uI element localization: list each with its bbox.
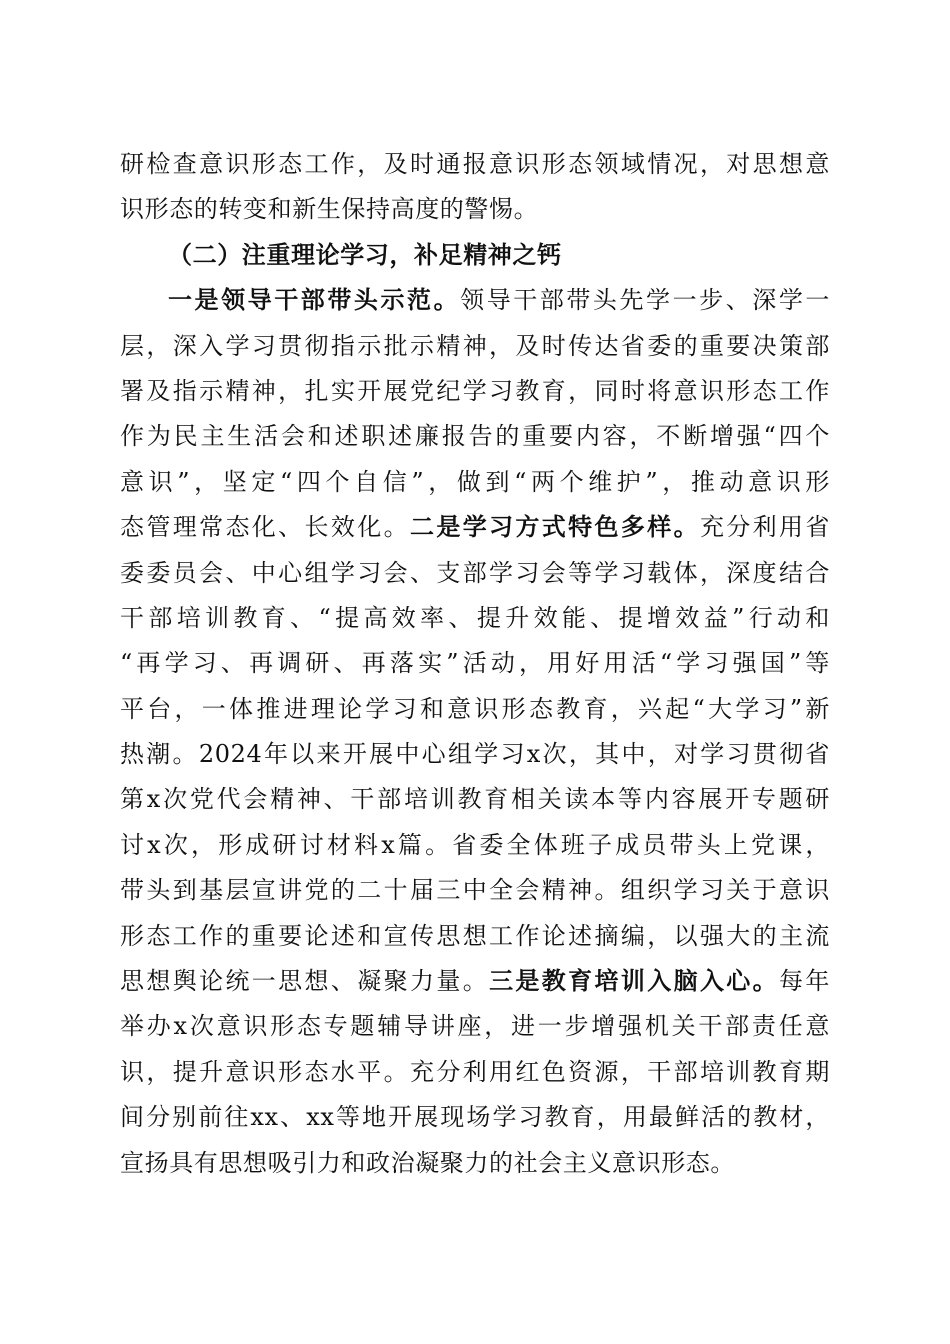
paragraph-text: 充分利用省	[699, 513, 830, 542]
paragraph-line: 第x次党代会精神、干部培训教育相关读本等内容展开专题研	[120, 785, 830, 814]
lead-phrase: 一是领导干部带头示范。	[168, 286, 461, 315]
paragraph-line: 举办x次意识形态专题辅导讲座，进一步增强机关干部责任意	[120, 1012, 830, 1041]
paragraph-line: 作为民主生活会和述职述廉报告的重要内容，不断增强“四个	[120, 422, 830, 451]
paragraph-line	[120, 505, 830, 550]
lead-phrase: 二是学习方式特色多样。	[409, 513, 700, 542]
paragraph-line: 意识”，坚定“四个自信”，做到“两个维护”，推动意识形	[120, 467, 830, 496]
paragraph-line	[120, 959, 830, 1004]
lead-phrase: 三是教育培训入脑入心。	[489, 967, 780, 996]
paragraph-line: 间分别前往xx、xx等地开展现场学习教育，用最鲜活的教材，	[120, 1103, 830, 1132]
paragraph-line: 识形态的转变和新生保持高度的警惕。	[120, 195, 539, 224]
paragraph-line	[120, 278, 830, 323]
paragraph-line: 层，深入学习贯彻指示批示精神，及时传达省委的重要决策部	[120, 331, 830, 360]
paragraph-line: 讨x次，形成研讨材料x篇。省委全体班子成员带头上党课，	[120, 830, 830, 859]
paragraph-line: 带头到基层宣讲党的二十届三中全会精神。组织学习关于意识	[120, 876, 830, 905]
paragraph-line: 识，提升意识形态水平。充分利用红色资源，干部培训教育期	[120, 1057, 830, 1086]
paragraph-line: 署及指示精神，扎实开展党纪学习教育，同时将意识形态工作	[120, 376, 830, 405]
paragraph-line: 形态工作的重要论述和宣传思想工作论述摘编，以强大的主流	[120, 921, 830, 950]
paragraph-line: 热潮。2024年以来开展中心组学习x次，其中，对学习贯彻省	[120, 740, 830, 769]
paragraph-line: 平台，一体推进理论学习和意识形态教育，兴起“大学习”新	[120, 694, 830, 723]
paragraph-text: 态管理常态化、长效化。	[120, 513, 410, 542]
document-body	[120, 142, 830, 1186]
paragraph-line: “再学习、再调研、再落实”活动，用好用活“学习强国”等	[120, 649, 830, 678]
paragraph-text: 思想舆论统一思想、凝聚力量。	[120, 967, 490, 996]
paragraph-text: 领导干部带头先学一步、深学一	[460, 286, 830, 315]
paragraph-line: 宣扬具有思想吸引力和政治凝聚力的社会主义意识形态。	[120, 1148, 735, 1177]
paragraph-line: 研检查意识形态工作，及时通报意识形态领域情况，对思想意	[120, 150, 830, 178]
section-heading: （二）注重理论学习，补足精神之钙	[168, 240, 562, 269]
paragraph-text: 每年	[779, 967, 830, 996]
paragraph-line: 干部培训教育、“提高效率、提升效能、提增效益”行动和	[120, 603, 830, 632]
paragraph-line: 委委员会、中心组学习会、支部学习会等学习载体，深度结合	[120, 558, 830, 587]
